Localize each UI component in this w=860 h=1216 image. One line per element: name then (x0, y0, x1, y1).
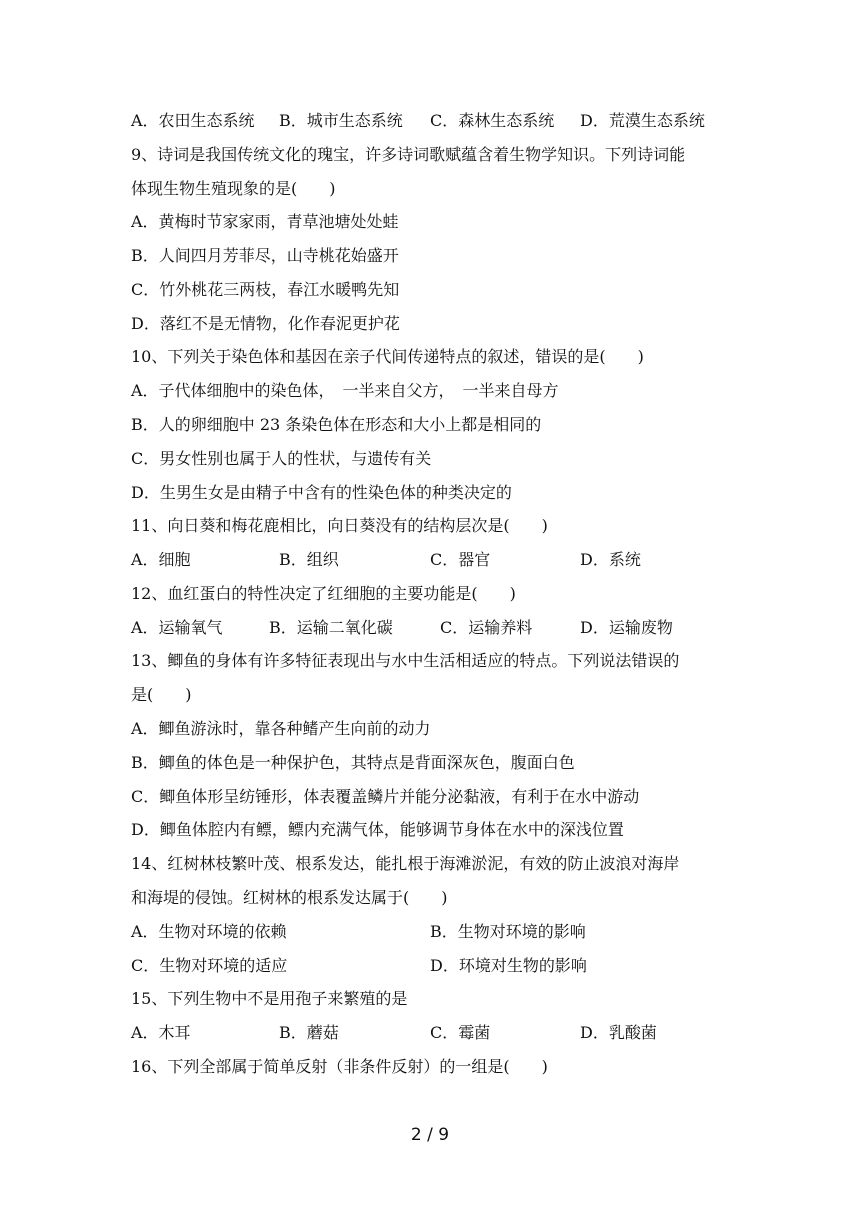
q10-option-d: D．生男生女是由精子中含有的性染色体的种类决定的 (131, 483, 512, 502)
q14-option-c: C．生物对环境的适应 (131, 956, 288, 975)
q8-option-a: A．农田生态系统 (131, 111, 255, 130)
q10-option-c: C．男女性别也属于人的性状，与遗传有关 (131, 449, 432, 468)
q15-option-b: B．蘑菇 (279, 1023, 339, 1042)
q14-stem-line1: 14、红树林枝繁叶茂、根系发达，能扎根于海滩淤泥，有效的防止波浪对海岸 (131, 854, 680, 873)
q14-option-a: A．生物对环境的依赖 (131, 922, 287, 941)
q9-stem-line2: 体现生物生殖现象的是( ) (131, 179, 336, 198)
q13-option-d: D．鲫鱼体腔内有鳔，鳔内充满气体，能够调节身体在水中的深浅位置 (131, 820, 624, 839)
q9-option-b: B．人间四月芳菲尽，山寺桃花始盛开 (131, 246, 399, 265)
q14-stem-line2: 和海堤的侵蚀。红树林的根系发达属于( ) (131, 888, 448, 907)
q10-option-a: A．子代体细胞中的染色体， 一半来自父方， 一半来自母方 (131, 381, 559, 400)
q12-option-c: C．运输养料 (440, 618, 533, 637)
q11-option-a: A．细胞 (131, 550, 191, 569)
q10-option-b: B．人的卵细胞中 23 条染色体在形态和大小上都是相同的 (131, 415, 542, 434)
q13-option-c: C．鲫鱼体形呈纺锤形，体表覆盖鳞片并能分泌黏液，有利于在水中游动 (131, 787, 640, 806)
page-number: 2 / 9 (410, 1125, 450, 1145)
q12-option-a: A．运输氧气 (131, 618, 223, 637)
q9-option-c: C．竹外桃花三两枝，春江水暖鸭先知 (131, 280, 400, 299)
q15-option-a: A．木耳 (131, 1023, 191, 1042)
q9-option-d: D．落红不是无情物，化作春泥更护花 (131, 314, 400, 333)
q10-stem: 10、下列关于染色体和基因在亲子代间传递特点的叙述，错误的是( ) (131, 347, 644, 366)
q14-option-d: D．环境对生物的影响 (430, 956, 587, 975)
q8-option-b: B．城市生态系统 (279, 111, 403, 130)
q11-option-b: B．组织 (279, 550, 339, 569)
q15-option-c: C．霉菌 (430, 1023, 491, 1042)
q13-option-a: A．鲫鱼游泳时，靠各种鳍产生向前的动力 (131, 719, 431, 738)
q8-option-c: C．森林生态系统 (430, 111, 555, 130)
q15-stem: 15、下列生物中不是用孢子来繁殖的是 (131, 989, 408, 1008)
q9-option-a: A．黄梅时节家家雨，青草池塘处处蛙 (131, 212, 399, 231)
q13-option-b: B．鲫鱼的体色是一种保护色，其特点是背面深灰色，腹面白色 (131, 753, 575, 772)
q12-stem: 12、血红蛋白的特性决定了红细胞的主要功能是( ) (131, 584, 516, 603)
q12-option-b: B．运输二氧化碳 (269, 618, 393, 637)
q9-stem-line1: 9、诗词是我国传统文化的瑰宝，许多诗词歌赋蕴含着生物学知识。下列诗词能 (131, 145, 686, 164)
q11-option-c: C．器官 (430, 550, 491, 569)
q11-stem: 11、向日葵和梅花鹿相比，向日葵没有的结构层次是( ) (131, 516, 548, 535)
q13-stem-line2: 是( ) (131, 685, 192, 704)
q13-stem-line1: 13、鲫鱼的身体有许多特征表现出与水中生活相适应的特点。下列说法错误的 (131, 651, 680, 670)
q16-stem: 16、下列全部属于简单反射（非条件反射）的一组是( ) (131, 1057, 548, 1076)
q8-option-d: D．荒漠生态系统 (580, 111, 705, 130)
q12-option-d: D．运输废物 (580, 618, 673, 637)
q15-option-d: D．乳酸菌 (580, 1023, 657, 1042)
q14-option-b: B．生物对环境的影响 (430, 922, 586, 941)
q11-option-d: D．系统 (580, 550, 641, 569)
